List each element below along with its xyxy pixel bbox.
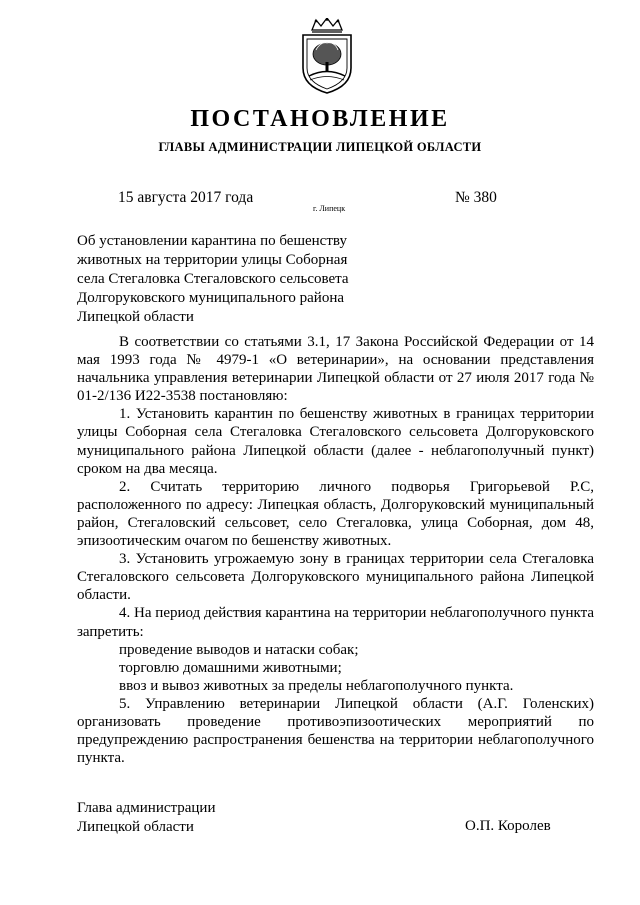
signature-position-line: Глава администрации bbox=[77, 800, 216, 816]
lipetsk-coat-of-arms-icon bbox=[300, 18, 354, 94]
body-item-5: 5. Управлению ветеринарии Липецкой области (А.Г. Голенских) организовать проведение противоэпизоотических мероприятий по предупреждению распространения бешенства на территории неблагополучного пункта. bbox=[77, 695, 594, 767]
signature-position-line: Липецкой области bbox=[77, 819, 194, 835]
document-subtitle: ГЛАВЫ АДМИНИСТРАЦИИ ЛИПЕЦКОЙ ОБЛАСТИ bbox=[158, 140, 482, 154]
document-body bbox=[77, 333, 594, 767]
body-item-4-sub: торговлю домашними животными; bbox=[119, 659, 342, 676]
body-item-4-sub: проведение выводов и натаски собак; bbox=[119, 641, 359, 658]
body-item-1: 1. Установить карантин по бешенству животных в границах территории улицы Соборная села Стегаловка Стегаловского сельсовета Долгоруковского муниципального района Липецкой области (далее - неблагополучный пункт) сроком на два месяца. bbox=[77, 406, 594, 477]
signature-position bbox=[77, 799, 215, 837]
document-subject: Об установлении карантина по бешенству животных на территории улицы Соборная села Стегаловка Стегаловского сельсовета Долгоруковского муниципального района Липецкой области bbox=[77, 233, 349, 325]
body-item-2: 2. Считать территорию личного подворья Григорьевой Р.С, расположенного по адресу: Липецкая область, Долгоруковский муниципальный район, Стегаловский сельсовет, село Стегаловка, улица Соборная, дом 48, эпизоотическим очагом по бешенству животных. bbox=[77, 478, 594, 550]
body-item-4: 4. На период действия карантина на территории неблагополучного пункта запретить: bbox=[77, 605, 594, 640]
document-title: ПОСТАНОВЛЕНИЕ bbox=[190, 106, 450, 132]
document-number: № 380 bbox=[455, 189, 497, 206]
document-city: г. Липецк bbox=[313, 204, 346, 213]
document-date: 15 августа 2017 года bbox=[118, 189, 254, 206]
body-intro: В соответствии со статьями 3.1, 17 Закона Российской Федерации от 14 мая 1993 года № 4979-1 «О ветеринарии», на основании представления начальника управления ветеринарии Липецкой области от 27 июля 2017 года № 01-2/136 И22-3538 постановляю: bbox=[77, 334, 594, 405]
body-item-4-sub: ввоз и вывоз животных за пределы неблагополучного пункта. bbox=[119, 677, 514, 694]
signature-name: О.П. Королев bbox=[465, 818, 551, 834]
body-item-3: 3. Установить угрожаемую зону в границах территории села Стегаловка Стегаловского сельсовета Долгоруковского муниципального района Липецкой области. bbox=[77, 551, 594, 604]
